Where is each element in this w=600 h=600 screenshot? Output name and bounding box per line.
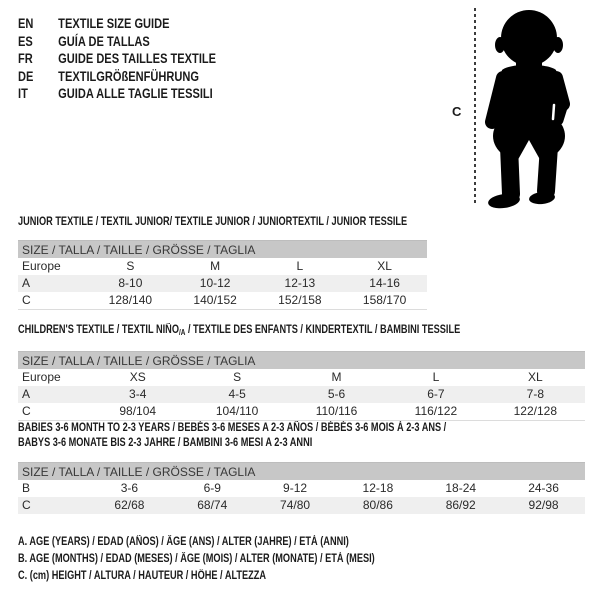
- junior-table-title: JUNIOR TEXTILE / TEXTIL JUNIOR/ TEXTILE JUNIOR / JUNIORTEXTIL / JUNIOR TESSILE: [18, 216, 408, 228]
- row-label: A: [22, 276, 31, 290]
- table-cell: XL: [377, 259, 392, 273]
- table-cell: L: [432, 370, 440, 384]
- table-cell: 104/110: [215, 404, 259, 418]
- table-cell: 92/98: [528, 498, 559, 512]
- table-cell: L: [296, 259, 304, 273]
- table-cell: 140/152: [193, 293, 237, 307]
- height-measure-label: C: [452, 104, 462, 119]
- table-cell: M: [210, 259, 221, 273]
- row-label: C: [22, 498, 31, 512]
- table-cell: 24-36: [528, 481, 559, 495]
- table-cell: 122/128: [513, 404, 558, 418]
- children-table-section: [18, 323, 585, 421]
- title-text: CHILDREN'S TEXTILE / TEXTIL NIÑO: [18, 324, 179, 336]
- junior-size-table: [18, 240, 427, 310]
- language-row-fr: [18, 50, 216, 68]
- table-cell: 5-6: [327, 387, 346, 401]
- babies-size-table: [18, 462, 585, 514]
- language-code: FR: [18, 51, 33, 66]
- table-row: [18, 369, 585, 386]
- footnote-a: A. AGE (YEARS) / EDAD (AÑOS) / ÂGE (ANS) / ALTER (JAHRE) / ETÀ (ANNI): [18, 536, 349, 548]
- junior-table-section: [18, 215, 504, 310]
- table-cell: 18-24: [445, 481, 477, 495]
- language-code: IT: [18, 86, 28, 101]
- language-row-es: [18, 33, 216, 51]
- table-cell: 116/122: [414, 404, 458, 418]
- table-row: [18, 292, 427, 309]
- table-cell: 80/86: [362, 498, 393, 512]
- table-cell: 8-10: [118, 276, 143, 290]
- table-cell: 6-9: [203, 481, 221, 495]
- table-cell: S: [126, 259, 135, 273]
- footnote-c: C. (cm) HEIGHT / ALTURA / HAUTEUR / HÖHE / ALTEZZA: [18, 570, 267, 583]
- table-row: [18, 480, 585, 497]
- table-cell: 4-5: [228, 387, 246, 401]
- table-row: [18, 258, 427, 275]
- table-cell: 12-18: [362, 481, 394, 495]
- table-cell: 12-13: [284, 276, 316, 290]
- language-label: TEXTILE SIZE GUIDE: [58, 16, 170, 31]
- table-cell: XL: [527, 370, 543, 384]
- footnote-b: B. AGE (MONTHS) / EDAD (MESES) / ÂGE (MOIS) / ALTER (MONATE) / ETÀ (MESI): [18, 553, 375, 566]
- table-cell: 62/68: [114, 498, 145, 512]
- table-cell: 14-16: [369, 276, 400, 290]
- language-row-de: [18, 68, 216, 86]
- table-cell: 128/140: [108, 293, 153, 307]
- table-cell: 158/170: [362, 293, 407, 307]
- table-cell: XS: [129, 370, 146, 384]
- height-measure-figure: [440, 0, 600, 215]
- row-label: A: [22, 387, 31, 401]
- table-cell: 68/74: [197, 498, 228, 512]
- babies-table-section: [18, 421, 585, 514]
- language-code: ES: [18, 33, 33, 49]
- table-cell: 7-8: [526, 387, 544, 401]
- table-cell: 152/158: [278, 293, 322, 307]
- baby-silhouette-icon: [466, 8, 596, 210]
- language-row-it: [18, 85, 216, 103]
- babies-table-title-line1: BABIES 3-6 MONTH TO 2-3 YEARS / BEBÉS 3-6 MESES A 2-3 AÑOS / BÉBÉS 3-6 MOIS À 2-3 ANS /: [18, 422, 447, 434]
- children-table-title: [18, 323, 472, 340]
- language-code: DE: [18, 68, 34, 84]
- table-cell: 110/116: [315, 404, 358, 418]
- table-cell: 98/104: [119, 404, 157, 418]
- title-subscript: /A: [178, 328, 186, 337]
- table-row: [18, 386, 585, 403]
- size-header-bar: SIZE / TALLA / TAILLE / GRÖSSE / TAGLIA: [18, 351, 585, 369]
- row-label: Europe: [22, 370, 61, 384]
- size-header-bar: SIZE / TALLA / TAILLE / GRÖSSE / TAGLIA: [18, 240, 427, 258]
- footnotes: [18, 534, 464, 586]
- size-header-bar: SIZE / TALLA / TAILLE / GRÖSSE / TAGLIA: [18, 462, 585, 480]
- table-cell: 6-7: [427, 387, 445, 401]
- language-label: GUÍA DE TALLAS: [58, 33, 150, 49]
- title-text: / TEXTILE DES ENFANTS / KINDERTEXTIL / BAMBINI TESSILE: [185, 324, 461, 336]
- table-cell: 3-6: [120, 481, 139, 495]
- children-size-table: [18, 351, 585, 421]
- table-row: [18, 403, 585, 420]
- table-cell: 74/80: [280, 498, 311, 512]
- table-row: [18, 497, 585, 514]
- row-label: C: [22, 404, 31, 418]
- table-cell: 3-4: [129, 387, 147, 401]
- language-label: TEXTILGRÖßENFÜHRUNG: [58, 68, 200, 84]
- table-cell: S: [233, 370, 242, 384]
- table-cell: 9-12: [283, 481, 308, 495]
- row-label: Europe: [22, 259, 61, 273]
- language-label: GUIDE DES TAILLES TEXTILE: [58, 51, 217, 66]
- table-row: [18, 275, 427, 292]
- table-cell: M: [331, 370, 342, 384]
- language-row-en: [18, 15, 216, 33]
- babies-table-title-line2: BABYS 3-6 MONATE BIS 2-3 JAHRE / BAMBINI 3-6 MESI A 2-3 ANNI: [18, 437, 313, 449]
- language-title-list: [18, 15, 216, 103]
- table-cell: 86/92: [445, 498, 476, 512]
- language-label: GUIDA ALLE TAGLIE TESSILI: [58, 86, 213, 101]
- language-code: EN: [18, 16, 34, 31]
- row-label: C: [22, 293, 31, 307]
- row-label: B: [22, 481, 31, 495]
- table-cell: 10-12: [199, 276, 231, 290]
